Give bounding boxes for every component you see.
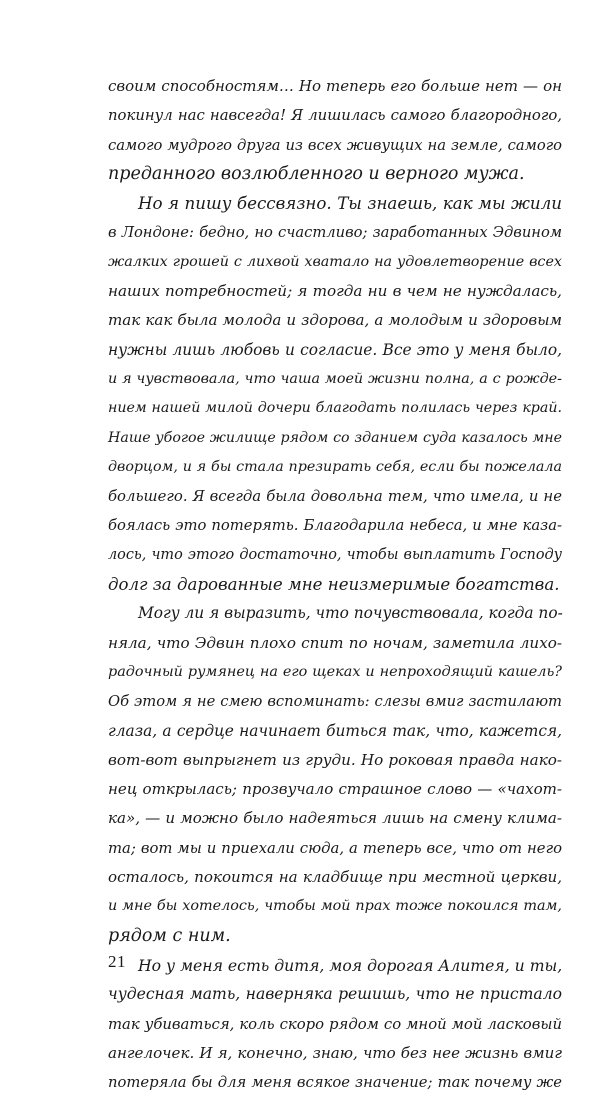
text-line: Об этом я не смею вспоминать: слезы вмиг застилают: [108, 693, 562, 711]
text-line: та; вот мы и приехали сюда, а теперь все, что от него: [108, 839, 562, 857]
text-line: Но я пишу бессвязно. Ты знаешь, как мы жили: [138, 194, 562, 214]
text-line: своим способностям… Но теперь его больше нет — он: [108, 77, 562, 95]
text-line: покинул нас навсегда! Я лишилась самого благородного,: [108, 107, 562, 125]
text-line: Могу ли я выразить, что почувствовала, когда по-: [138, 604, 563, 623]
text-line: жалких грошей с лихвой хватало на удовлетворение всех: [108, 253, 562, 270]
text-line: нужны лишь любовь и согласие. Все это у меня было,: [108, 340, 562, 359]
text-line: так убиваться, коль скоро рядом со мной мой ласковый: [108, 1015, 562, 1033]
text-line: ангелочек. И я, конечно, знаю, что без нее жизнь вмиг: [108, 1043, 562, 1062]
text-line: Но у меня есть дитя, моя дорогая Алитея, и ты,: [138, 955, 563, 975]
text-line: вот-вот выпрыгнет из груди. Но роковая правда нако-: [108, 750, 562, 769]
text-line: дворцом, и я бы стала презирать себя, если бы пожелала: [108, 458, 562, 475]
text-line: боялась это потерять. Благодарила небеса, и мне каза-: [108, 517, 562, 535]
text-line: лось, что этого достаточно, чтобы выплатить Господу: [108, 546, 562, 563]
text-line: так как была молода и здорова, а молодым и здоровым: [108, 311, 562, 330]
text-line: преданного возлюбленного и верного мужа.: [108, 163, 525, 184]
text-line: и мне бы хотелось, чтобы мой прах тоже покоился там,: [108, 898, 562, 915]
text-line: няла, что Эдвин плохо спит по ночам, заметила лихо-: [108, 633, 562, 652]
text-line: большего. Я всегда была довольна тем, что имела, и не: [108, 487, 562, 506]
text-line: и я чувствовала, что чаша моей жизни полна, а с рожде-: [108, 370, 562, 387]
text-line: радочный румянец на его щеках и непроходящий кашель?: [108, 663, 562, 680]
text-line: самого мудрого друга из всех живущих на земле, самого: [108, 136, 562, 154]
page-number: 21: [108, 952, 126, 971]
text-line: рядом с ним.: [108, 925, 231, 946]
text-line: осталось, покоится на кладбище при местной церкви,: [108, 868, 562, 887]
text-line: наших потребностей; я тогда ни в чем не нуждалась,: [108, 282, 562, 301]
text-line: нием нашей милой дочери благодать полилась через край.: [108, 400, 562, 417]
text-line: чудесная мать, наверняка решишь, что не пристало: [108, 985, 562, 1004]
text-line: потеряла бы для меня всякое значение; так почему же: [108, 1074, 562, 1092]
text-line: ка», — и можно было надеяться лишь на смену клима-: [108, 809, 562, 828]
text-line: в Лондоне: бедно, но счастливо; заработанных Эдвином: [108, 224, 562, 242]
text-line: нец открылась; прозвучало страшное слово — «чахот-: [108, 780, 562, 799]
text-line: долг за дарованные мне неизмеримые богатства.: [108, 575, 560, 595]
text-line: Наше убогое жилище рядом со зданием суда казалось мне: [108, 429, 562, 446]
body-text: [108, 72, 562, 1097]
text-line: глаза, а сердце начинает биться так, что, кажется,: [108, 721, 562, 740]
